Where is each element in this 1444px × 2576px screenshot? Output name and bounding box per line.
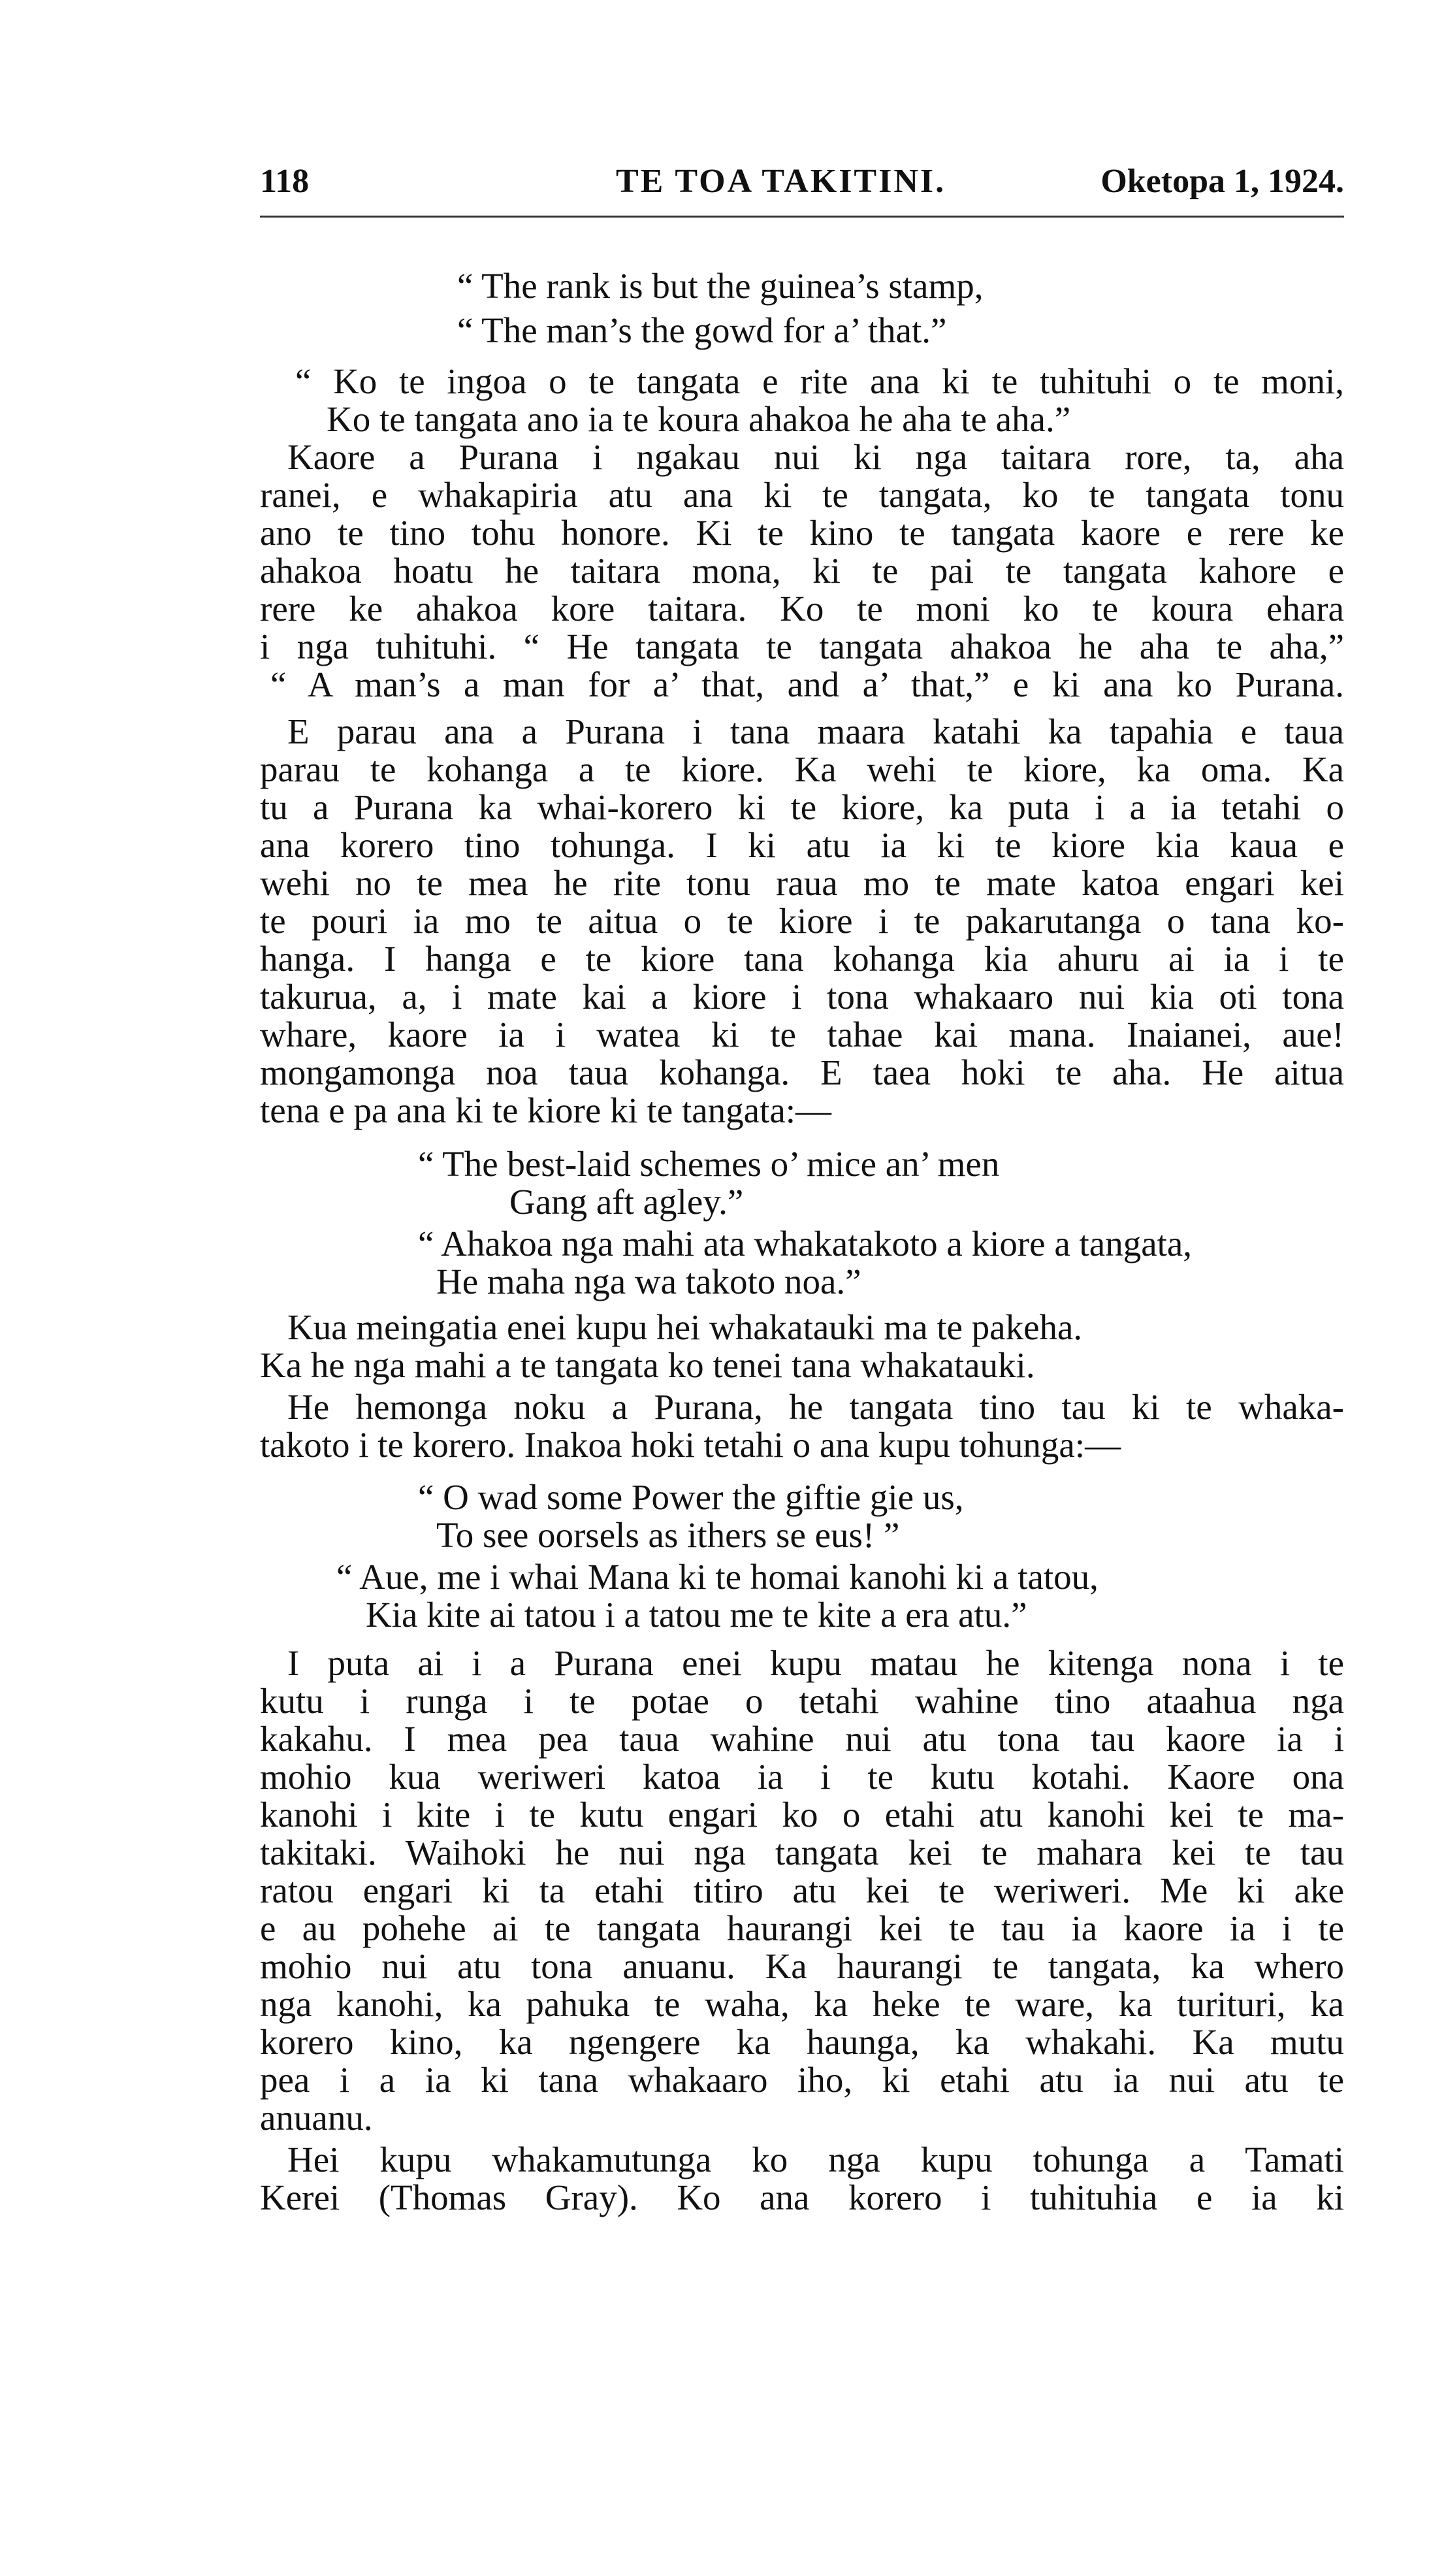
paragraph-line: Ka he nga mahi a te tangata ko tenei tana whakatauki. xyxy=(260,1345,1035,1385)
verse-line: Kia kite ai tatou i a tatou me te kite a era atu.” xyxy=(366,1595,1027,1635)
paragraph-line: nga kanohi, ka pahuka te waha, ka heke te ware, ka turituri, ka xyxy=(260,1984,1344,2024)
header-rule xyxy=(260,216,1344,218)
issue-date: Oketopa 1, 1924. xyxy=(1100,163,1344,200)
verse-line: He maha nga wa takoto noa.” xyxy=(436,1262,861,1301)
paragraph-line: “ A man’s a man for a’ that, and a’ that,” e ki ana ko Purana. xyxy=(270,664,1344,704)
paragraph-line: ratou engari ki ta etahi titiro atu kei te weriweri. Me ki ake xyxy=(260,1870,1344,1910)
journal-title: TE TOA TAKITINI. xyxy=(616,163,946,200)
page-number: 118 xyxy=(260,163,310,200)
paragraph-line: te pouri ia mo te aitua o te kiore i te pakarutanga o tana ko- xyxy=(260,901,1344,941)
paragraph-line: whare, kaore ia i watea ki te tahae kai mana. Inaianei, aue! xyxy=(260,1015,1344,1054)
paragraph-line: e au pohehe ai te tangata haurangi kei te tau ia kaore ia i te xyxy=(260,1908,1344,1948)
paragraph-line: takoto i te korero. Inakoa hoki tetahi o ana kupu tohunga:— xyxy=(260,1425,1121,1465)
paragraph-line: ana korero tino tohunga. I ki atu ia ki te kiore kia kaua e xyxy=(260,825,1344,865)
paragraph-line: mohio nui atu tona anuanu. Ka haurangi te tangata, ka whero xyxy=(260,1946,1344,1986)
paragraph-line: ano te tino tohu honore. Ki te kino te tangata kaore e rere ke xyxy=(260,513,1344,553)
paragraph-line: mongamonga noa taua kohanga. E taea hoki te aha. He aitua xyxy=(260,1052,1344,1092)
paragraph-line: i nga tuhituhi. “ He tangata te tangata ahakoa he aha te aha,” xyxy=(260,627,1344,666)
paragraph-line: mohio kua weriweri katoa ia i te kutu kotahi. Kaore ona xyxy=(260,1757,1344,1797)
paragraph-line: ahakoa hoatu he taitara mona, ki te pai te tangata kahore e xyxy=(260,551,1344,591)
paragraph-line: takurua, a, i mate kai a kiore i tona whakaaro nui kia oti tona xyxy=(260,977,1344,1017)
verse-line: “ The man’s the gowd for a’ that.” xyxy=(457,310,947,350)
verse-line: “ The best-laid schemes o’ mice an’ men xyxy=(418,1144,1000,1184)
paragraph-line: E parau ana a Purana i tana maara katahi ka tapahia e taua xyxy=(287,711,1344,751)
paragraph-line: anuanu. xyxy=(260,2098,373,2138)
verse-line: Gang aft agley.” xyxy=(509,1182,744,1222)
paragraph-line: kutu i runga i te potae o tetahi wahine tino ataahua nga xyxy=(260,1681,1344,1721)
paragraph-line: tu a Purana ka whai-korero ki te kiore, ka puta i a ia tetahi o xyxy=(260,787,1344,827)
paragraph-line: Kerei (Thomas Gray). Ko ana korero i tuhituhia e ia ki xyxy=(260,2177,1344,2217)
paragraph-line: Kaore a Purana i ngakau nui ki nga taitara rore, ta, aha xyxy=(287,437,1344,477)
verse-line: Ko te tangata ano ia te koura ahakoa he aha te aha.” xyxy=(327,399,1071,439)
verse-line: “ Ko te ingoa o te tangata e rite ana ki te tuhituhi o te moni, xyxy=(295,361,1344,401)
paragraph-line: ranei, e whakapiria atu ana ki te tangata, ko te tangata tonu xyxy=(260,475,1344,515)
running-header xyxy=(260,155,1344,208)
paragraph-line: rere ke ahakoa kore taitara. Ko te moni ko te koura ehara xyxy=(260,589,1344,628)
paragraph-line: He hemonga noku a Purana, he tangata tino tau ki te whaka- xyxy=(287,1387,1344,1427)
paragraph-line: I puta ai i a Purana enei kupu matau he kitenga nona i te xyxy=(287,1643,1344,1683)
paragraph-line: Hei kupu whakamutunga ko nga kupu tohunga a Tamati xyxy=(287,2140,1344,2179)
paragraph-line: korero kino, ka ngengere ka haunga, ka whakahi. Ka mutu xyxy=(260,2022,1344,2062)
paragraph-line: hanga. I hanga e te kiore tana kohanga kia ahuru ai ia i te xyxy=(260,939,1344,979)
paragraph-line: parau te kohanga a te kiore. Ka wehi te kiore, ka oma. Ka xyxy=(260,749,1344,789)
paragraph-line: wehi no te mea he rite tonu raua mo te mate katoa engari kei xyxy=(260,863,1344,903)
verse-line: To see oorsels as ithers se eus! ” xyxy=(436,1515,900,1555)
verse-line: “ O wad some Power the giftie gie us, xyxy=(418,1477,964,1517)
paragraph-line: tena e pa ana ki te kiore ki te tangata:— xyxy=(260,1090,832,1130)
paragraph-line: kanohi i kite i te kutu engari ko o etahi atu kanohi kei te ma- xyxy=(260,1795,1344,1834)
paragraph-line: Kua meingatia enei kupu hei whakatauki ma te pakeha. xyxy=(287,1307,1083,1347)
verse-line: “ Ahakoa nga mahi ata whakatakoto a kiore a tangata, xyxy=(418,1224,1193,1264)
paragraph-line: takitaki. Waihoki he nui nga tangata kei te mahara kei te tau xyxy=(260,1833,1344,1872)
paragraph-line: pea i a ia ki tana whakaaro iho, ki etahi atu ia nui atu te xyxy=(260,2060,1344,2100)
paragraph-line: kakahu. I mea pea taua wahine nui atu tona tau kaore ia i xyxy=(260,1719,1344,1759)
verse-line: “ Aue, me i whai Mana ki te homai kanohi ki a tatou, xyxy=(336,1557,1099,1597)
verse-line: “ The rank is but the guinea’s stamp, xyxy=(457,266,984,306)
